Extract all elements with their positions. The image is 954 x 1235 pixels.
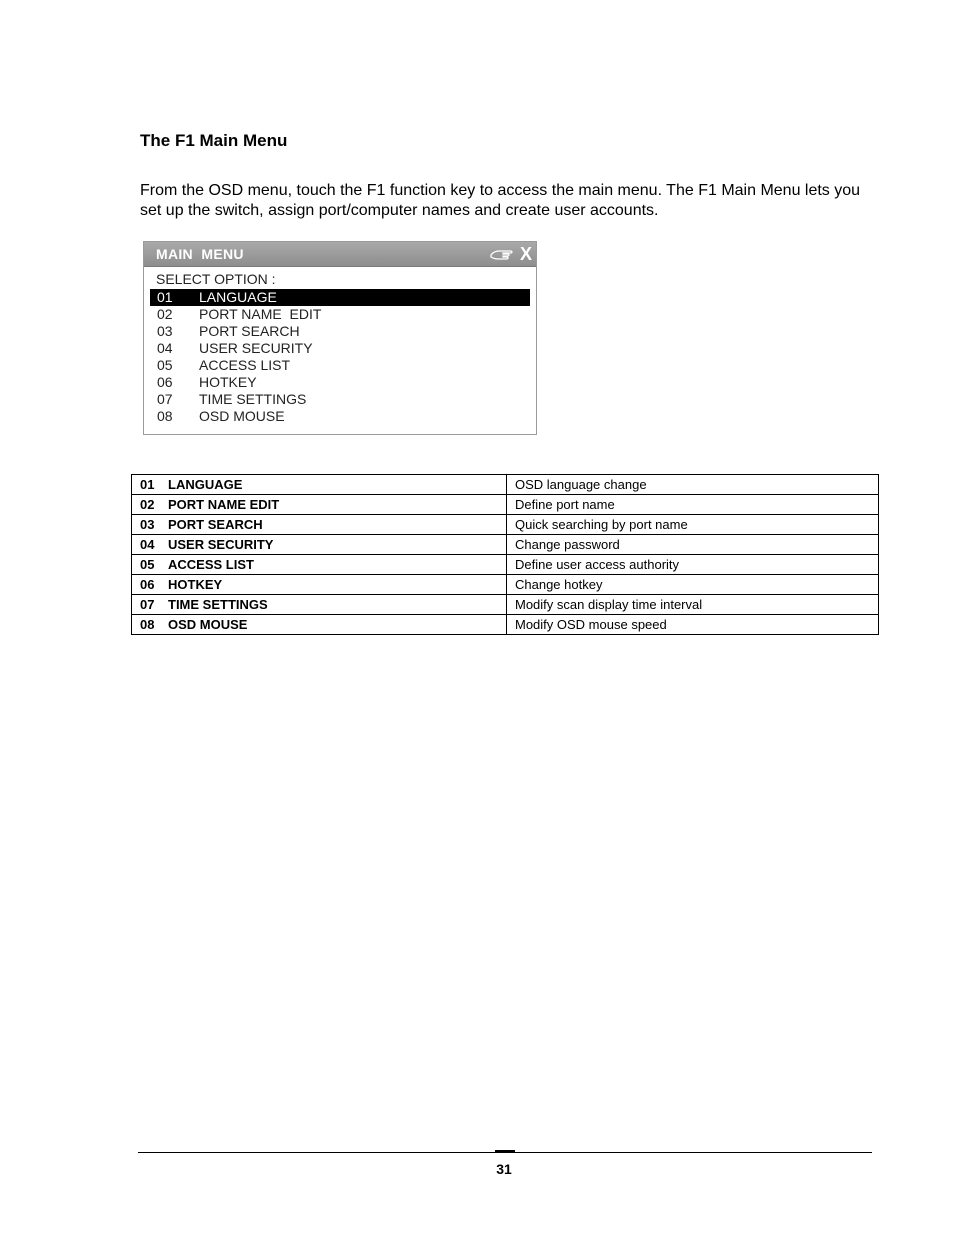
osd-menu-list (150, 289, 530, 425)
option-number: 02 (140, 497, 155, 512)
page-number: 31 (496, 1161, 512, 1177)
osd-title: MAIN MENU (156, 246, 244, 262)
osd-menu-item-user-security (150, 340, 530, 357)
option-name: TIME SETTINGS (168, 597, 268, 612)
footer-divider (138, 1152, 872, 1153)
osd-menu-item-access-list (150, 357, 530, 374)
option-name: PORT SEARCH (168, 517, 263, 532)
osd-item-number: 05 (157, 357, 173, 373)
table-row (132, 515, 879, 535)
osd-menu-item-hotkey (150, 374, 530, 391)
option-name-cell (132, 575, 507, 595)
osd-menu-item-language (150, 289, 530, 306)
close-icon: X (519, 244, 532, 264)
table-row (132, 555, 879, 575)
footer-divider-tick (495, 1150, 515, 1152)
option-name-cell (132, 515, 507, 535)
option-number: 01 (140, 477, 155, 492)
intro-paragraph: From the OSD menu, touch the F1 function key to access the main menu. The F1 Main Menu lets you set up the switch, assign port/computer names and create user accounts. (140, 182, 861, 219)
osd-item-number: 08 (157, 408, 173, 424)
table-row (132, 475, 879, 495)
option-name-cell (132, 615, 507, 635)
osd-menu-item-port-name-edit (150, 306, 530, 323)
osd-main-menu-screenshot (143, 241, 537, 435)
option-name: HOTKEY (168, 577, 223, 592)
option-number: 05 (140, 557, 155, 572)
option-name-cell (132, 535, 507, 555)
osd-item-label: PORT NAME EDIT (199, 306, 322, 322)
table-row (132, 495, 879, 515)
section-heading: The F1 Main Menu (140, 131, 288, 150)
osd-item-number: 01 (157, 289, 173, 305)
table-row (132, 535, 879, 555)
osd-item-number: 03 (157, 323, 173, 339)
option-name-cell (132, 475, 507, 495)
osd-item-number: 07 (157, 391, 173, 407)
osd-item-label: LANGUAGE (199, 289, 277, 305)
options-table (131, 474, 879, 635)
option-name: ACCESS LIST (168, 557, 254, 572)
osd-item-label: USER SECURITY (199, 340, 313, 356)
option-name: PORT NAME EDIT (168, 497, 280, 512)
table-row (132, 615, 879, 635)
osd-item-label: OSD MOUSE (199, 408, 285, 424)
option-number: 04 (140, 537, 155, 552)
option-name: OSD MOUSE (168, 617, 248, 632)
option-name-cell (132, 495, 507, 515)
option-description: Quick searching by port name (507, 515, 879, 535)
option-description: Change hotkey (507, 575, 879, 595)
osd-menu-item-osd-mouse (150, 408, 530, 425)
option-number: 06 (140, 577, 155, 592)
osd-item-label: HOTKEY (199, 374, 257, 390)
option-description: Modify scan display time interval (507, 595, 879, 615)
osd-item-number: 06 (157, 374, 173, 390)
option-number: 03 (140, 517, 155, 532)
hand-pointer-icon (490, 245, 514, 263)
osd-titlebar (144, 242, 536, 267)
option-description: Modify OSD mouse speed (507, 615, 879, 635)
osd-item-label: ACCESS LIST (199, 357, 291, 373)
osd-item-label: TIME SETTINGS (199, 391, 307, 407)
option-description: Define user access authority (507, 555, 879, 575)
option-number: 08 (140, 617, 155, 632)
option-name: LANGUAGE (168, 477, 243, 492)
option-name: USER SECURITY (168, 537, 274, 552)
option-description: Define port name (507, 495, 879, 515)
osd-item-label: PORT SEARCH (199, 323, 300, 339)
table-row (132, 575, 879, 595)
osd-menu-item-port-search (150, 323, 530, 340)
osd-item-number: 02 (157, 306, 173, 322)
table-row (132, 595, 879, 615)
option-description: Change password (507, 535, 879, 555)
option-description: OSD language change (507, 475, 879, 495)
osd-select-option-label: SELECT OPTION : (156, 271, 276, 287)
option-number: 07 (140, 597, 155, 612)
osd-item-number: 04 (157, 340, 173, 356)
osd-menu-item-time-settings (150, 391, 530, 408)
option-name-cell (132, 555, 507, 575)
option-name-cell (132, 595, 507, 615)
